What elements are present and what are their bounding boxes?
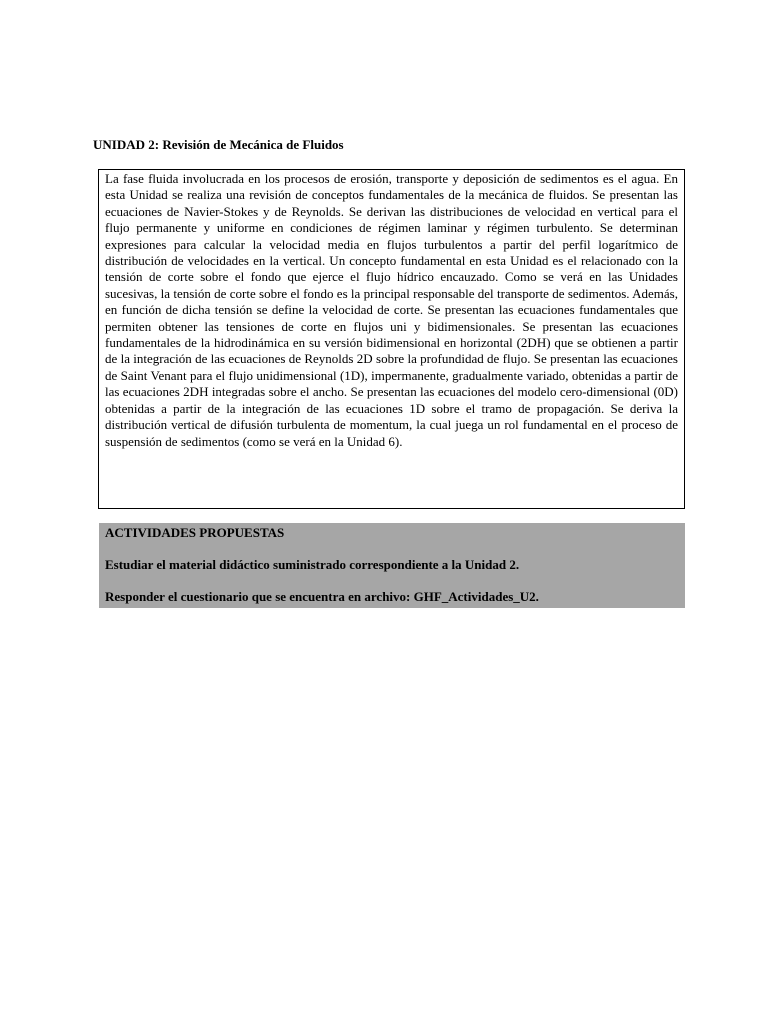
activities-heading: ACTIVIDADES PROPUESTAS xyxy=(105,525,285,540)
activity-item-study-material: Estudiar el material didáctico suministrado correspondiente a la Unidad 2. xyxy=(105,557,520,572)
activities-panel xyxy=(99,523,685,608)
unit-summary-box: La fase fluida involucrada en los procesos de erosión, transporte y deposición de sedimentos es el agua. En esta Unidad se realiza una revisión de conceptos fundamentales de la mecánica de fluidos. Se presentan las ecuaciones de Navier-Stokes y de Reynolds. Se derivan las distribuciones de velocidad en vertical para el flujo permanente y uniforme en condiciones de régimen laminar y régimen turbulento. Se determinan expresiones para calcular la velocidad media en flujos turbulentos a partir del perfil logarítmico de distribución de velocidades en la vertical. Un concepto fundamental en esta Unidad es el relacionado con la tensión de corte sobre el fondo que ejerce el flujo hídrico encauzado. Como se verá en las Unidades sucesivas, la tensión de corte sobre el fondo es la principal responsable del transporte de sedimentos. Además, en función de dicha tensión se define la velocidad de corte. Se presentan las ecuaciones fundamentales que permiten obtener las tensiones de corte en flujos uni y bidimensionales. Se presentan las ecuaciones fundamentales de la hidrodinámica en su versión bidimensional en horizontal (2DH) que se obtienen a partir de la integración de las ecuaciones de Reynolds 2D sobre la profundidad de flujo. Se presentan las ecuaciones de Saint Venant para el flujo unidimensional (1D), impermanente, gradualmente variado, obtenidas a partir de las ecuaciones 2DH integradas sobre el ancho. Se presentan las ecuaciones del modelo cero-dimensional (0D) obtenidas a partir de la integración de las ecuaciones 1D sobre el tramo de propagación. Se deriva la distribución vertical de difusión turbulenta de momentum, la cual juega un rol fundamental en el proceso de suspensión de sedimentos (como se verá en la Unidad 6). xyxy=(98,169,685,509)
page-title: UNIDAD 2: Revisión de Mecánica de Fluidos xyxy=(93,137,344,152)
activity-item-questionnaire: Responder el cuestionario que se encuentra en archivo: GHF_Actividades_U2. xyxy=(105,589,539,604)
